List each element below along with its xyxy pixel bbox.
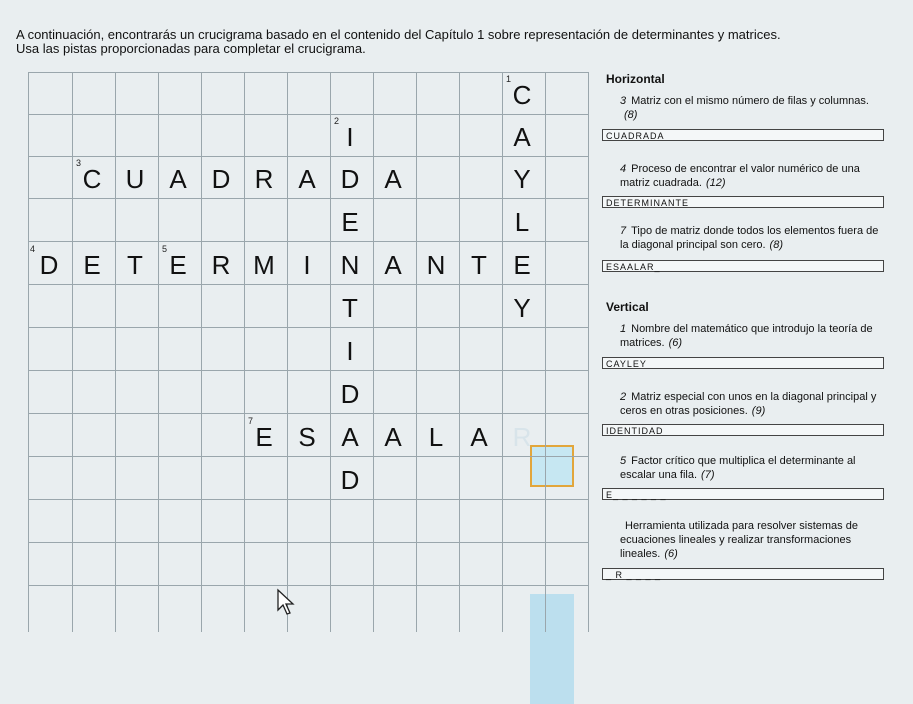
answer-field[interactable]: _ R _ _ _ _: [602, 568, 884, 580]
grid-cell-letter[interactable]: E: [513, 250, 531, 280]
clue-number-5: 5: [162, 244, 168, 254]
answer-field[interactable]: CAYLEY: [602, 357, 884, 369]
grid-cell-letter[interactable]: D: [340, 465, 360, 495]
grid-cell-letter[interactable]: U: [125, 164, 145, 194]
grid-cell-letter[interactable]: A: [470, 422, 488, 452]
grid-cell-letter[interactable]: I: [346, 336, 354, 366]
grid-cell-letter[interactable]: R: [211, 250, 231, 280]
clue-item: 1 Nombre del matemático que introdujo la teoría de matrices. (6): [620, 323, 873, 349]
grid-cell-letter[interactable]: E: [83, 250, 101, 280]
grid-cell-letter[interactable]: E: [169, 250, 187, 280]
grid-cell-letter[interactable]: D: [340, 164, 360, 194]
clue-item: 7 Tipo de matriz donde todos los elementos fuera de la diagonal principal son cero. (8): [620, 225, 879, 251]
grid-cell-letter[interactable]: D: [39, 250, 59, 280]
vertical-heading: Vertical: [606, 300, 649, 314]
mouse-pointer-icon: [276, 588, 296, 616]
grid-cell-letter[interactable]: A: [341, 422, 359, 452]
grid-cell-letter[interactable]: E: [255, 422, 273, 452]
clue-number-2: 2: [334, 116, 340, 126]
clue-item: 5 Factor crítico que multiplica el determinante al escalar una fila. (7): [620, 455, 856, 481]
grid-cell-letter[interactable]: N: [426, 250, 446, 280]
grid-cell-letter[interactable]: L: [428, 422, 444, 452]
active-column-highlight: [530, 594, 574, 704]
grid-cell-letter[interactable]: D: [340, 379, 360, 409]
grid-cell-letter[interactable]: S: [298, 422, 316, 452]
grid-cell-letter[interactable]: R: [254, 164, 274, 194]
grid-cell-letter[interactable]: D: [211, 164, 231, 194]
grid-cell-letter[interactable]: A: [169, 164, 187, 194]
grid-cell-letter[interactable]: R: [512, 422, 532, 452]
grid-cell-letter[interactable]: L: [514, 207, 530, 237]
grid-cell-letter[interactable]: T: [127, 250, 143, 280]
clue-number-4: 4: [30, 244, 36, 254]
clue-item: 2 Matriz especial con unos en la diagonal principal y ceros en otras posiciones. (9): [620, 391, 877, 417]
clue-number-7: 7: [248, 416, 254, 426]
grid-cell-letter[interactable]: Y: [513, 293, 531, 323]
clue-item: 3 Matriz con el mismo número de filas y columnas.(8): [620, 95, 869, 121]
instructions-line-1: A continuación, encontrarás un crucigrama basado en el contenido del Capítulo 1 sobre representación de determinantes y matrices.: [16, 27, 781, 42]
answer-field[interactable]: E_ _ _ _ _ _: [602, 488, 884, 500]
clue-item: 4 Proceso de encontrar el valor numérico de una matriz cuadrada. (12): [620, 163, 860, 189]
grid-cell-letter[interactable]: T: [471, 250, 487, 280]
crossword-grid[interactable]: [28, 72, 588, 632]
instructions: [16, 28, 781, 56]
answer-field[interactable]: ESAALAR_: [602, 260, 884, 272]
grid-cell-letter[interactable]: Y: [513, 164, 531, 194]
clue-item: Herramienta utilizada para resolver sistemas de ecuaciones lineales y realizar transformaciones lineales. (6): [620, 520, 858, 560]
grid-cell-letter[interactable]: A: [298, 164, 316, 194]
grid-cell-letter[interactable]: I: [303, 250, 311, 280]
instructions-line-2: Usa las pistas proporcionadas para completar el crucigrama.: [16, 41, 366, 56]
grid-cell-letter[interactable]: C: [82, 164, 102, 194]
grid-cell-letter[interactable]: N: [340, 250, 360, 280]
grid-cell-letter[interactable]: E: [341, 207, 359, 237]
horizontal-heading: Horizontal: [606, 72, 665, 86]
grid-cell-letter[interactable]: A: [384, 250, 402, 280]
grid-cell-letter[interactable]: A: [513, 122, 531, 152]
answer-field[interactable]: CUADRADA: [602, 129, 884, 141]
grid-cell-letter[interactable]: T: [342, 293, 358, 323]
grid-cell-letter[interactable]: A: [384, 164, 402, 194]
answer-field[interactable]: DETERMINANTE: [602, 196, 884, 208]
clue-number-1: 1: [506, 74, 512, 84]
grid-cell-letter[interactable]: A: [384, 422, 402, 452]
grid-cell-letter[interactable]: I: [346, 122, 354, 152]
grid-cell-letter[interactable]: C: [512, 80, 532, 110]
clue-number-3: 3: [76, 158, 82, 168]
answer-field[interactable]: IDENTIDAD: [602, 424, 884, 436]
grid-cell-letter[interactable]: M: [253, 250, 275, 280]
